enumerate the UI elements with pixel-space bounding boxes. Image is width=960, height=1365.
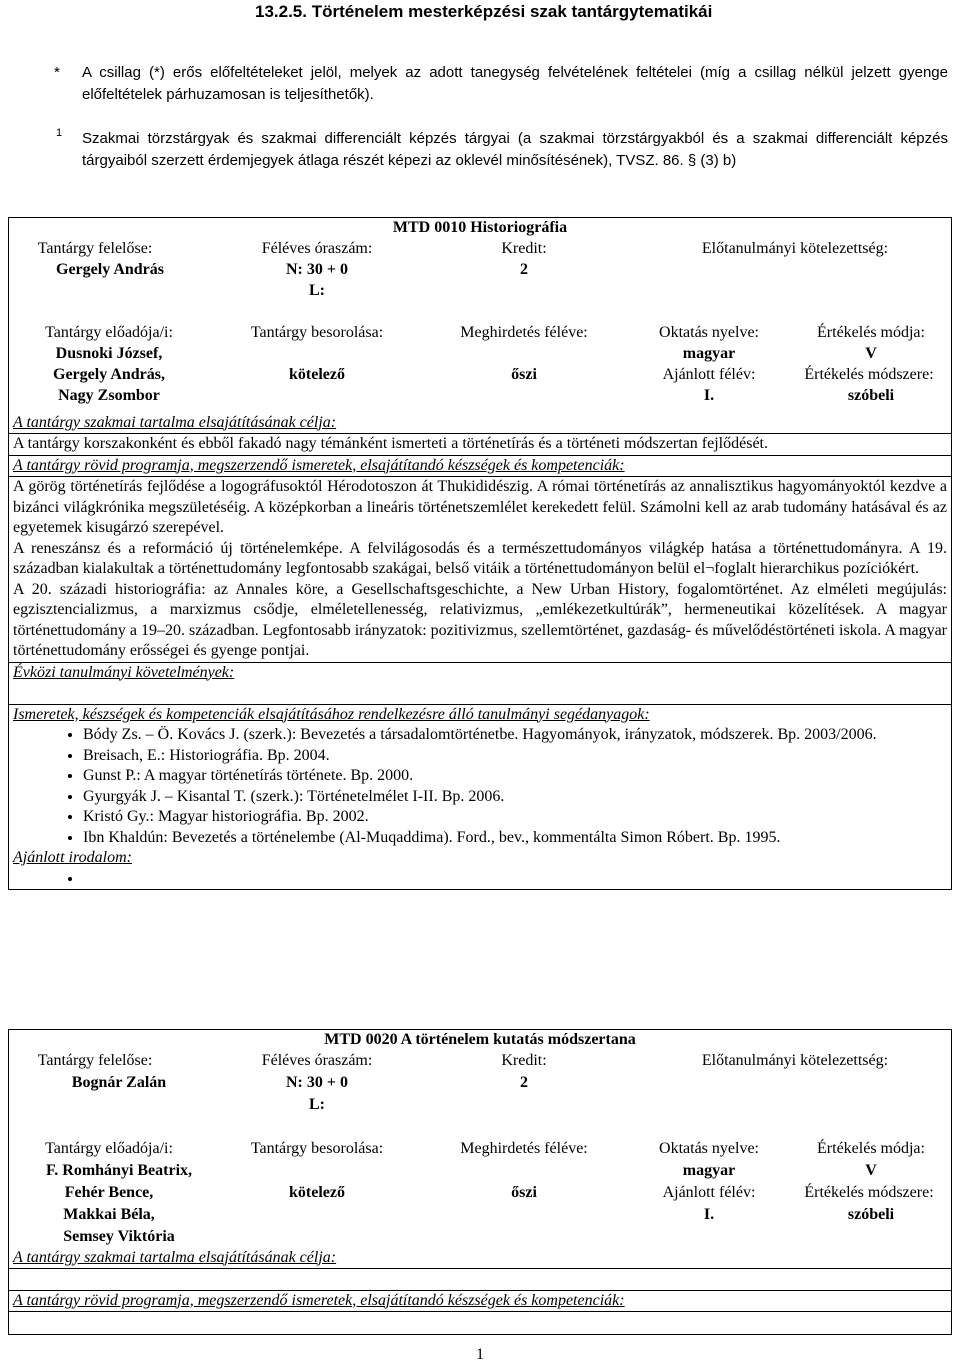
besorolas-value: kötelező — [289, 1183, 345, 1201]
besorolas-label: Tantárgy besorolása: — [250, 1139, 384, 1157]
page-heading: 13.2.5. Történelem mesterképzési szak tantárgytematikái — [255, 2, 713, 21]
program-label: A tantárgy rövid programja, megszerzendő ismeretek, elsajátítandó készségek és kompetenciák: — [13, 1291, 625, 1309]
nyelv-value: magyar — [682, 344, 736, 362]
footnote — [56, 127, 948, 172]
list-item: • Ibn Khaldún: Bevezetés a történelembe (Al-Muqaddima). Ford., bev., kommentálta Simon Róbert. Bp. 1995. — [83, 828, 947, 849]
footnote-mark: 1 — [56, 127, 63, 139]
oraszam-label: Féléves óraszám: — [261, 239, 373, 257]
eloado-2: Fehér Bence, — [64, 1183, 154, 1201]
felelos-label: Tantárgy felelőse: — [37, 1051, 153, 1069]
list-item: • Kristó Gy.: Magyar historiográfia. Bp. 2002. — [83, 807, 947, 828]
besorolas-value: kötelező — [289, 365, 345, 383]
elotan-label: Előtanulmányi kötelezettség: — [701, 1051, 889, 1069]
segedanyag-label: Ismeretek, készségek és kompetenciák elsajátításához rendelkezésre álló tanulmányi segédanyagok: — [13, 705, 650, 723]
list-item: • Gyurgyák J. – Kisantal T. (szerk.): Történetelmélet I-II. Bp. 2006. — [83, 787, 947, 808]
ertek-mod-value: V — [865, 1161, 877, 1179]
ertek-modszer-label: Értékelés módszere: — [804, 365, 934, 383]
meghirdetes-value: őszi — [511, 365, 537, 383]
asterisk-mark: * — [54, 64, 60, 81]
ajanlott-irodalom-list — [9, 869, 951, 890]
ertek-mod-label: Értékelés módja: — [817, 1139, 925, 1157]
ertek-mod-label: Értékelés módja: — [817, 323, 925, 341]
eloado-label: Tantárgy előadója/i: — [45, 323, 173, 341]
course-info-grid — [9, 239, 951, 413]
felelos-value: Gergely András — [56, 260, 164, 278]
asterisk-note — [54, 62, 948, 106]
felelos-label: Tantárgy felelőse: — [37, 239, 153, 257]
oraszam-n: N: 30 + 0 — [286, 1073, 348, 1091]
ertek-modszer-value: szóbeli — [847, 1205, 895, 1223]
nyelv-label: Oktatás nyelve: — [659, 323, 759, 341]
oraszam-l: L: — [309, 1095, 325, 1113]
kredit-value: 2 — [520, 1073, 528, 1091]
nyelv-value: magyar — [682, 1161, 736, 1179]
program-label: A tantárgy rövid programja, megszerzendő ismeretek, elsajátítandó készségek és kompetenciák: — [13, 456, 625, 474]
felelos-value: Bognár Zalán — [71, 1073, 167, 1091]
list-item: • Gunst P.: A magyar történetírás története. Bp. 2000. — [83, 766, 947, 787]
program-paragraph: A görög történetírás fejlődése a logográfusoktól Hérodotoszon át Thukididészig. A római történetírás az annalisztikus hagyományoktól kezdve a bizánci világkrónika megszületéséig. A középkorban a lineáris történetszemlélet kerekedett felül. Számolni kell az arab tudomány hatásával és az egyetemek kisugárzó szerepével. — [13, 478, 947, 536]
program-paragraph: A 20. századi historiográfia: az Annales köre, a Gesellschaftsgeschichte, a New Urban History, fogalomtörténet. Az elméleti megújulás: egzisztencializmus, a marxizmus csődje, elméletellenesség, relativizmus, „emlékezetkultúrák”, hermeneutikai közelítések. A magyar történettudomány a 19–20. században. Legfontosabb irányzatok: pozitivizmus, szellemtörténet, gazdaság- és művelődéstörténeti iskola. A magyar történettudomány erősségei és gyenge pontjai. — [13, 580, 947, 659]
ertek-modszer-label: Értékelés módszere: — [804, 1183, 934, 1201]
meghirdetes-label: Meghirdetés féléve: — [460, 1139, 588, 1157]
eloado-label: Tantárgy előadója/i: — [45, 1139, 173, 1157]
cel-label: A tantárgy szakmai tartalma elsajátításának célja: — [13, 1248, 337, 1266]
ertek-modszer-value: szóbeli — [847, 386, 895, 404]
ajanlott-felev-label: Ajánlott félév: — [662, 1183, 756, 1201]
kredit-value: 2 — [520, 260, 528, 278]
list-item: • Bódy Zs. – Ö. Kovács J. (szerk.): Bevezetés a társadalomtörténetbe. Hagyományok, irányzatok, módszerek. Bp. 2003/2006. — [83, 725, 947, 746]
eloado-1: F. Romhányi Beatrix, — [45, 1161, 193, 1179]
eloado-2: Gergely András, — [53, 365, 165, 383]
oraszam-l: L: — [309, 281, 325, 299]
besorolas-label: Tantárgy besorolása: — [250, 323, 384, 341]
course-table-historiografia — [8, 217, 952, 890]
page-number: 1 — [476, 1346, 484, 1363]
program-paragraph: A reneszánsz és a reformáció új történelemképe. A felvilágosodás és a természettudományos világkép hatása a történettudományra. A 19. században kialakultak a történettudomány legfontosabb szakágai, belső vitáik a történettudományon belül el¬foglalt hierarchikus pozíciókért. — [13, 539, 947, 577]
kredit-label: Kredit: — [501, 239, 547, 257]
kredit-label: Kredit: — [501, 1051, 547, 1069]
asterisk-note-text: A csillag (*) erős előfeltételeket jelöl, melyek az adott tanegység felvételének feltételei (míg a csillag nélkül jelzett gyenge előfeltételek párhuzamosan is teljesíthetők). — [82, 64, 948, 103]
eloado-4: Semsey Viktória — [63, 1227, 175, 1245]
course-title: MTD 0020 A történelem kutatás módszertana — [324, 1031, 636, 1048]
cel-text: A tantárgy korszakonként és ebből fakadó nagy témánként ismerteti a történetírás és a történeti módszertan fejlődését. — [13, 435, 768, 452]
meghirdetes-value: őszi — [511, 1183, 537, 1201]
eloado-3: Nagy Zsombor — [58, 386, 160, 404]
program-text — [9, 477, 951, 662]
cel-label: A tantárgy szakmai tartalma elsajátításának célja: — [13, 413, 337, 431]
ertek-mod-value: V — [865, 344, 877, 362]
course-title: MTD 0010 Historiográfia — [392, 219, 568, 236]
course-table-kutatas-modszertana — [8, 1029, 952, 1335]
ajanlott-felev-label: Ajánlott félév: — [662, 365, 756, 383]
elotan-label: Előtanulmányi kötelezettség: — [701, 239, 889, 257]
meghirdetes-label: Meghirdetés féléve: — [460, 323, 588, 341]
eloado-1: Dusnoki József, — [55, 344, 163, 362]
oraszam-n: N: 30 + 0 — [286, 260, 348, 278]
list-item — [83, 869, 947, 890]
course-info-grid — [9, 1051, 951, 1245]
ajanlott-felev-value: I. — [703, 386, 715, 404]
oraszam-label: Féléves óraszám: — [261, 1051, 373, 1069]
segedanyag-list — [9, 725, 951, 848]
evkozi-label: Évközi tanulmányi követelmények: — [13, 663, 235, 681]
ajanlott-felev-value: I. — [703, 1205, 715, 1223]
footnote-text: Szakmai törzstárgyak és szakmai differenciált képzés tárgyai (a szakmai törzstárgyakból és a szakmai differenciált képzés tárgyaiból szerzett érdemjegyek átlaga részét képezi az oklevél minősítésének), TVSZ. 86. § (3) b) — [82, 130, 948, 169]
eloado-3: Makkai Béla, — [63, 1205, 155, 1223]
nyelv-label: Oktatás nyelve: — [659, 1139, 759, 1157]
ajanlott-irodalom-label: Ajánlott irodalom: — [13, 849, 132, 866]
list-item: • Breisach, E.: Historiográfia. Bp. 2004. — [83, 746, 947, 767]
